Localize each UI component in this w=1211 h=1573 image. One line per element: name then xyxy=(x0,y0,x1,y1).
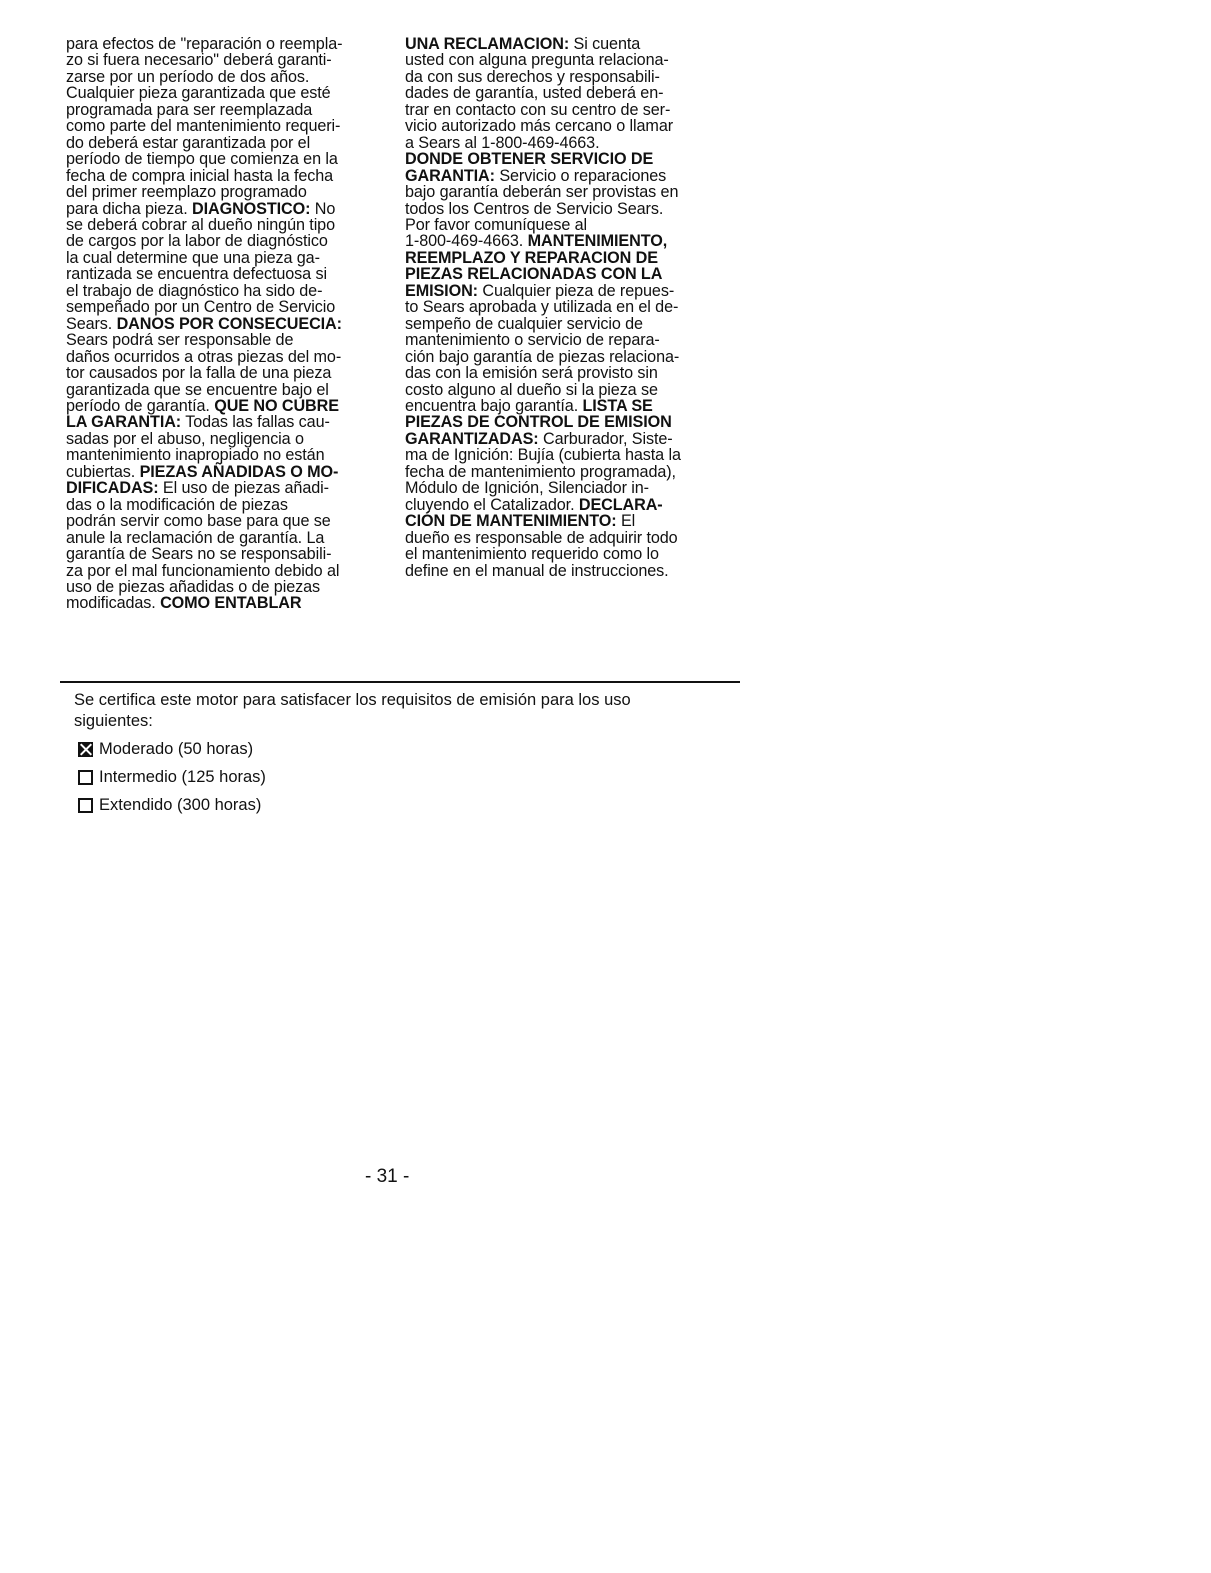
text-line xyxy=(405,201,727,217)
bold-heading: PIEZAS RELACIONADAS CON LA xyxy=(405,265,663,284)
text-line xyxy=(405,414,727,430)
certification-line-2: siguientes: xyxy=(74,712,153,730)
bold-heading: REEMPLAZO Y REPARACION DE xyxy=(405,248,658,267)
body-text: Si cuenta xyxy=(569,35,641,53)
text-line xyxy=(405,184,727,200)
text-line xyxy=(405,497,727,513)
body-text: El xyxy=(616,512,636,531)
text-line xyxy=(66,316,384,332)
body-text: bajo garantía deberán ser provistas en xyxy=(405,183,679,202)
bold-heading: GARANTIA: xyxy=(405,166,495,185)
body-text: ma de Ignición: Bujía (cubierta hasta la xyxy=(405,446,681,465)
body-text: para efectos de "reparación o reempla- xyxy=(66,35,343,53)
body-text: garantía de Sears no se responsabili- xyxy=(66,545,332,564)
text-line xyxy=(66,431,384,447)
body-text: usted con alguna pregunta relaciona- xyxy=(405,51,669,70)
body-text: daños ocurridos a otras piezas del mo- xyxy=(66,347,342,366)
text-line xyxy=(405,365,727,381)
body-text: Módulo de Ignición, Silenciador in- xyxy=(405,479,649,498)
text-line xyxy=(66,530,384,546)
body-text: del primer reemplazo programado xyxy=(66,183,307,202)
text-line xyxy=(405,513,727,529)
text-line xyxy=(66,464,384,480)
right-text-column xyxy=(405,36,727,579)
body-text: mantenimiento o servicio de repara- xyxy=(405,331,660,350)
bold-heading: COMO ENTABLAR xyxy=(160,594,302,613)
body-text: costo alguno al dueño si la pieza se xyxy=(405,380,658,399)
body-text: modificadas. xyxy=(66,594,161,613)
body-text: para dicha pieza. xyxy=(66,199,192,218)
text-line xyxy=(66,349,384,365)
certification-line-1: Se certifica este motor para satisfacer los requisitos de emisión para los uso xyxy=(74,691,631,709)
text-line xyxy=(405,447,727,463)
bold-heading: DONDE OBTENER SERVICIO DE xyxy=(405,150,654,169)
text-line xyxy=(66,480,384,496)
checkbox-icon[interactable] xyxy=(78,742,93,757)
text-line xyxy=(66,217,384,233)
bold-heading: PIEZAS DE CONTROL DE EMISION xyxy=(405,413,672,432)
text-line xyxy=(405,233,727,249)
text-line xyxy=(66,135,384,151)
body-text: sempeño de cualquier servicio de xyxy=(405,314,643,333)
text-line xyxy=(405,118,727,134)
text-line xyxy=(66,414,384,430)
body-text: fecha de mantenimiento programada), xyxy=(405,462,676,481)
bold-heading: EMISION: xyxy=(405,281,478,300)
text-line xyxy=(405,36,727,52)
bold-heading: PIEZAS AÑADIDAS O MO- xyxy=(139,462,339,481)
body-text: Cualquier pieza de repues- xyxy=(477,281,675,300)
text-line xyxy=(66,52,384,68)
body-text: trar en contacto con su centro de ser- xyxy=(405,100,671,119)
body-text: encuentra bajo garantía. xyxy=(405,396,583,415)
checkbox-icon[interactable] xyxy=(78,798,93,813)
text-line xyxy=(405,316,727,332)
body-text: Sears podrá ser responsable de xyxy=(66,331,294,350)
body-text: la cual determine que una pieza ga- xyxy=(66,248,320,267)
text-line xyxy=(405,69,727,85)
body-text: se deberá cobrar al dueño ningún tipo xyxy=(66,215,335,234)
body-text: anule la reclamación de garantía. La xyxy=(66,528,325,547)
text-line xyxy=(66,201,384,217)
text-line xyxy=(405,168,727,184)
text-line xyxy=(405,217,727,233)
option-label: Moderado (50 horas) xyxy=(99,739,254,758)
body-text: zarse por un período de dos años. xyxy=(66,67,310,86)
body-text: Cualquier pieza garantizada que esté xyxy=(66,84,331,103)
body-text: el mantenimiento requerido como lo xyxy=(405,545,659,564)
text-line xyxy=(405,464,727,480)
body-text: como parte del mantenimiento requeri- xyxy=(66,117,341,136)
body-text: to Sears aprobada y utilizada en el de- xyxy=(405,298,679,317)
option-extendido[interactable] xyxy=(78,794,261,816)
body-text: a Sears al 1-800-469-4663. xyxy=(405,133,600,152)
text-line xyxy=(405,135,727,151)
bold-heading: DECLARA- xyxy=(578,495,663,514)
left-text-column xyxy=(66,36,384,612)
text-line xyxy=(66,184,384,200)
text-line xyxy=(66,447,384,463)
body-text: das con la emisión será provisto sin xyxy=(405,364,658,383)
text-line xyxy=(405,563,727,579)
option-intermedio[interactable] xyxy=(78,766,266,788)
certification-statement xyxy=(74,690,734,732)
body-text: zo si fuera necesario" deberá garanti- xyxy=(66,51,332,70)
bold-heading: GARANTIZADAS: xyxy=(405,429,539,448)
bold-heading: MANTENIMIENTO, xyxy=(527,232,668,251)
body-text: Servicio o reparaciones xyxy=(494,166,667,185)
body-text: período de garantía. xyxy=(66,396,215,415)
option-label: Extendido (300 horas) xyxy=(99,795,262,814)
text-line xyxy=(66,168,384,184)
text-line xyxy=(405,398,727,414)
text-line xyxy=(66,151,384,167)
text-line xyxy=(66,299,384,315)
body-text: define en el manual de instrucciones. xyxy=(405,561,669,580)
body-text: período de tiempo que comienza en la xyxy=(66,150,338,169)
body-text: sempeñado por un Centro de Servicio xyxy=(66,298,336,317)
page-number: - 31 - xyxy=(365,1166,410,1187)
option-label: Intermedio (125 horas) xyxy=(99,767,266,786)
text-line xyxy=(66,595,384,611)
body-text: cubiertas. xyxy=(66,462,140,481)
option-moderado[interactable] xyxy=(78,738,253,760)
bold-heading: DANOS POR CONSECUECIA: xyxy=(116,314,342,333)
body-text: vicio autorizado más cercano o llamar xyxy=(405,117,674,136)
body-text: fecha de compra inicial hasta la fecha xyxy=(66,166,334,185)
section-divider xyxy=(60,681,740,683)
text-line xyxy=(405,349,727,365)
text-line xyxy=(405,480,727,496)
text-line xyxy=(405,250,727,266)
text-line xyxy=(66,283,384,299)
checkbox-icon[interactable] xyxy=(78,770,93,785)
body-text: rantizada se encuentra defectuosa si xyxy=(66,265,327,284)
text-line xyxy=(66,85,384,101)
body-text: garantizada que se encuentre bajo el xyxy=(66,380,329,399)
body-text: uso de piezas añadidas o de piezas xyxy=(66,577,320,596)
text-line xyxy=(405,332,727,348)
text-line xyxy=(66,382,384,398)
bold-heading: QUE NO CUBRE xyxy=(214,396,339,415)
body-text: Por favor comuníquese al xyxy=(405,215,588,234)
text-line xyxy=(66,365,384,381)
bold-heading: CIÓN DE MANTENIMIENTO: xyxy=(405,512,617,531)
text-line xyxy=(405,299,727,315)
text-line xyxy=(405,382,727,398)
text-line xyxy=(405,431,727,447)
bold-heading: DIFICADAS: xyxy=(66,479,159,498)
text-line xyxy=(405,283,727,299)
body-text: El uso de piezas añadi- xyxy=(158,479,329,498)
text-line xyxy=(66,250,384,266)
text-line xyxy=(405,102,727,118)
text-line xyxy=(405,530,727,546)
body-text: Sears. xyxy=(66,314,117,333)
body-text: todos los Centros de Servicio Sears. xyxy=(405,199,664,218)
text-line xyxy=(66,513,384,529)
text-line xyxy=(66,118,384,134)
text-line xyxy=(405,52,727,68)
body-text: sadas por el abuso, negligencia o xyxy=(66,429,304,448)
bold-heading: LISTA SE xyxy=(582,396,653,415)
body-text: Carburador, Siste- xyxy=(538,429,673,448)
body-text: ción bajo garantía de piezas relaciona- xyxy=(405,347,680,366)
body-text: das o la modificación de piezas xyxy=(66,495,288,514)
text-line xyxy=(66,332,384,348)
body-text: programada para ser reemplazada xyxy=(66,100,313,119)
text-line xyxy=(66,563,384,579)
body-text: mantenimiento inapropiado no están xyxy=(66,446,325,465)
bold-heading: LA GARANTIA: xyxy=(66,413,182,432)
body-text: podrán servir como base para que se xyxy=(66,512,331,531)
text-line xyxy=(405,151,727,167)
text-line xyxy=(66,579,384,595)
body-text: dueño es responsable de adquirir todo xyxy=(405,528,678,547)
body-text: Todas las fallas cau- xyxy=(181,413,330,432)
text-line xyxy=(66,398,384,414)
text-line xyxy=(66,69,384,85)
text-line xyxy=(66,102,384,118)
body-text: za por el mal funcionamiento debido al xyxy=(66,561,340,580)
text-line xyxy=(66,497,384,513)
text-line xyxy=(405,546,727,562)
bold-heading: UNA RECLAMACION: xyxy=(405,35,570,53)
body-text: de cargos por la labor de diagnóstico xyxy=(66,232,328,251)
text-line xyxy=(66,36,384,52)
body-text: do deberá estar garantizada por el xyxy=(66,133,311,152)
text-line xyxy=(66,233,384,249)
body-text: 1-800-469-4663. xyxy=(405,232,528,251)
text-line xyxy=(405,266,727,282)
text-line xyxy=(66,546,384,562)
text-line xyxy=(66,266,384,282)
body-text: No xyxy=(310,199,336,218)
body-text: tor causados por la falla de una pieza xyxy=(66,364,332,383)
body-text: el trabajo de diagnóstico ha sido de- xyxy=(66,281,323,300)
body-text: cluyendo el Catalizador. xyxy=(405,495,579,514)
body-text: dades de garantía, usted deberá en- xyxy=(405,84,664,103)
text-line xyxy=(405,85,727,101)
body-text: da con sus derechos y responsabili- xyxy=(405,67,660,86)
bold-heading: DIAGNOSTICO: xyxy=(192,199,311,218)
